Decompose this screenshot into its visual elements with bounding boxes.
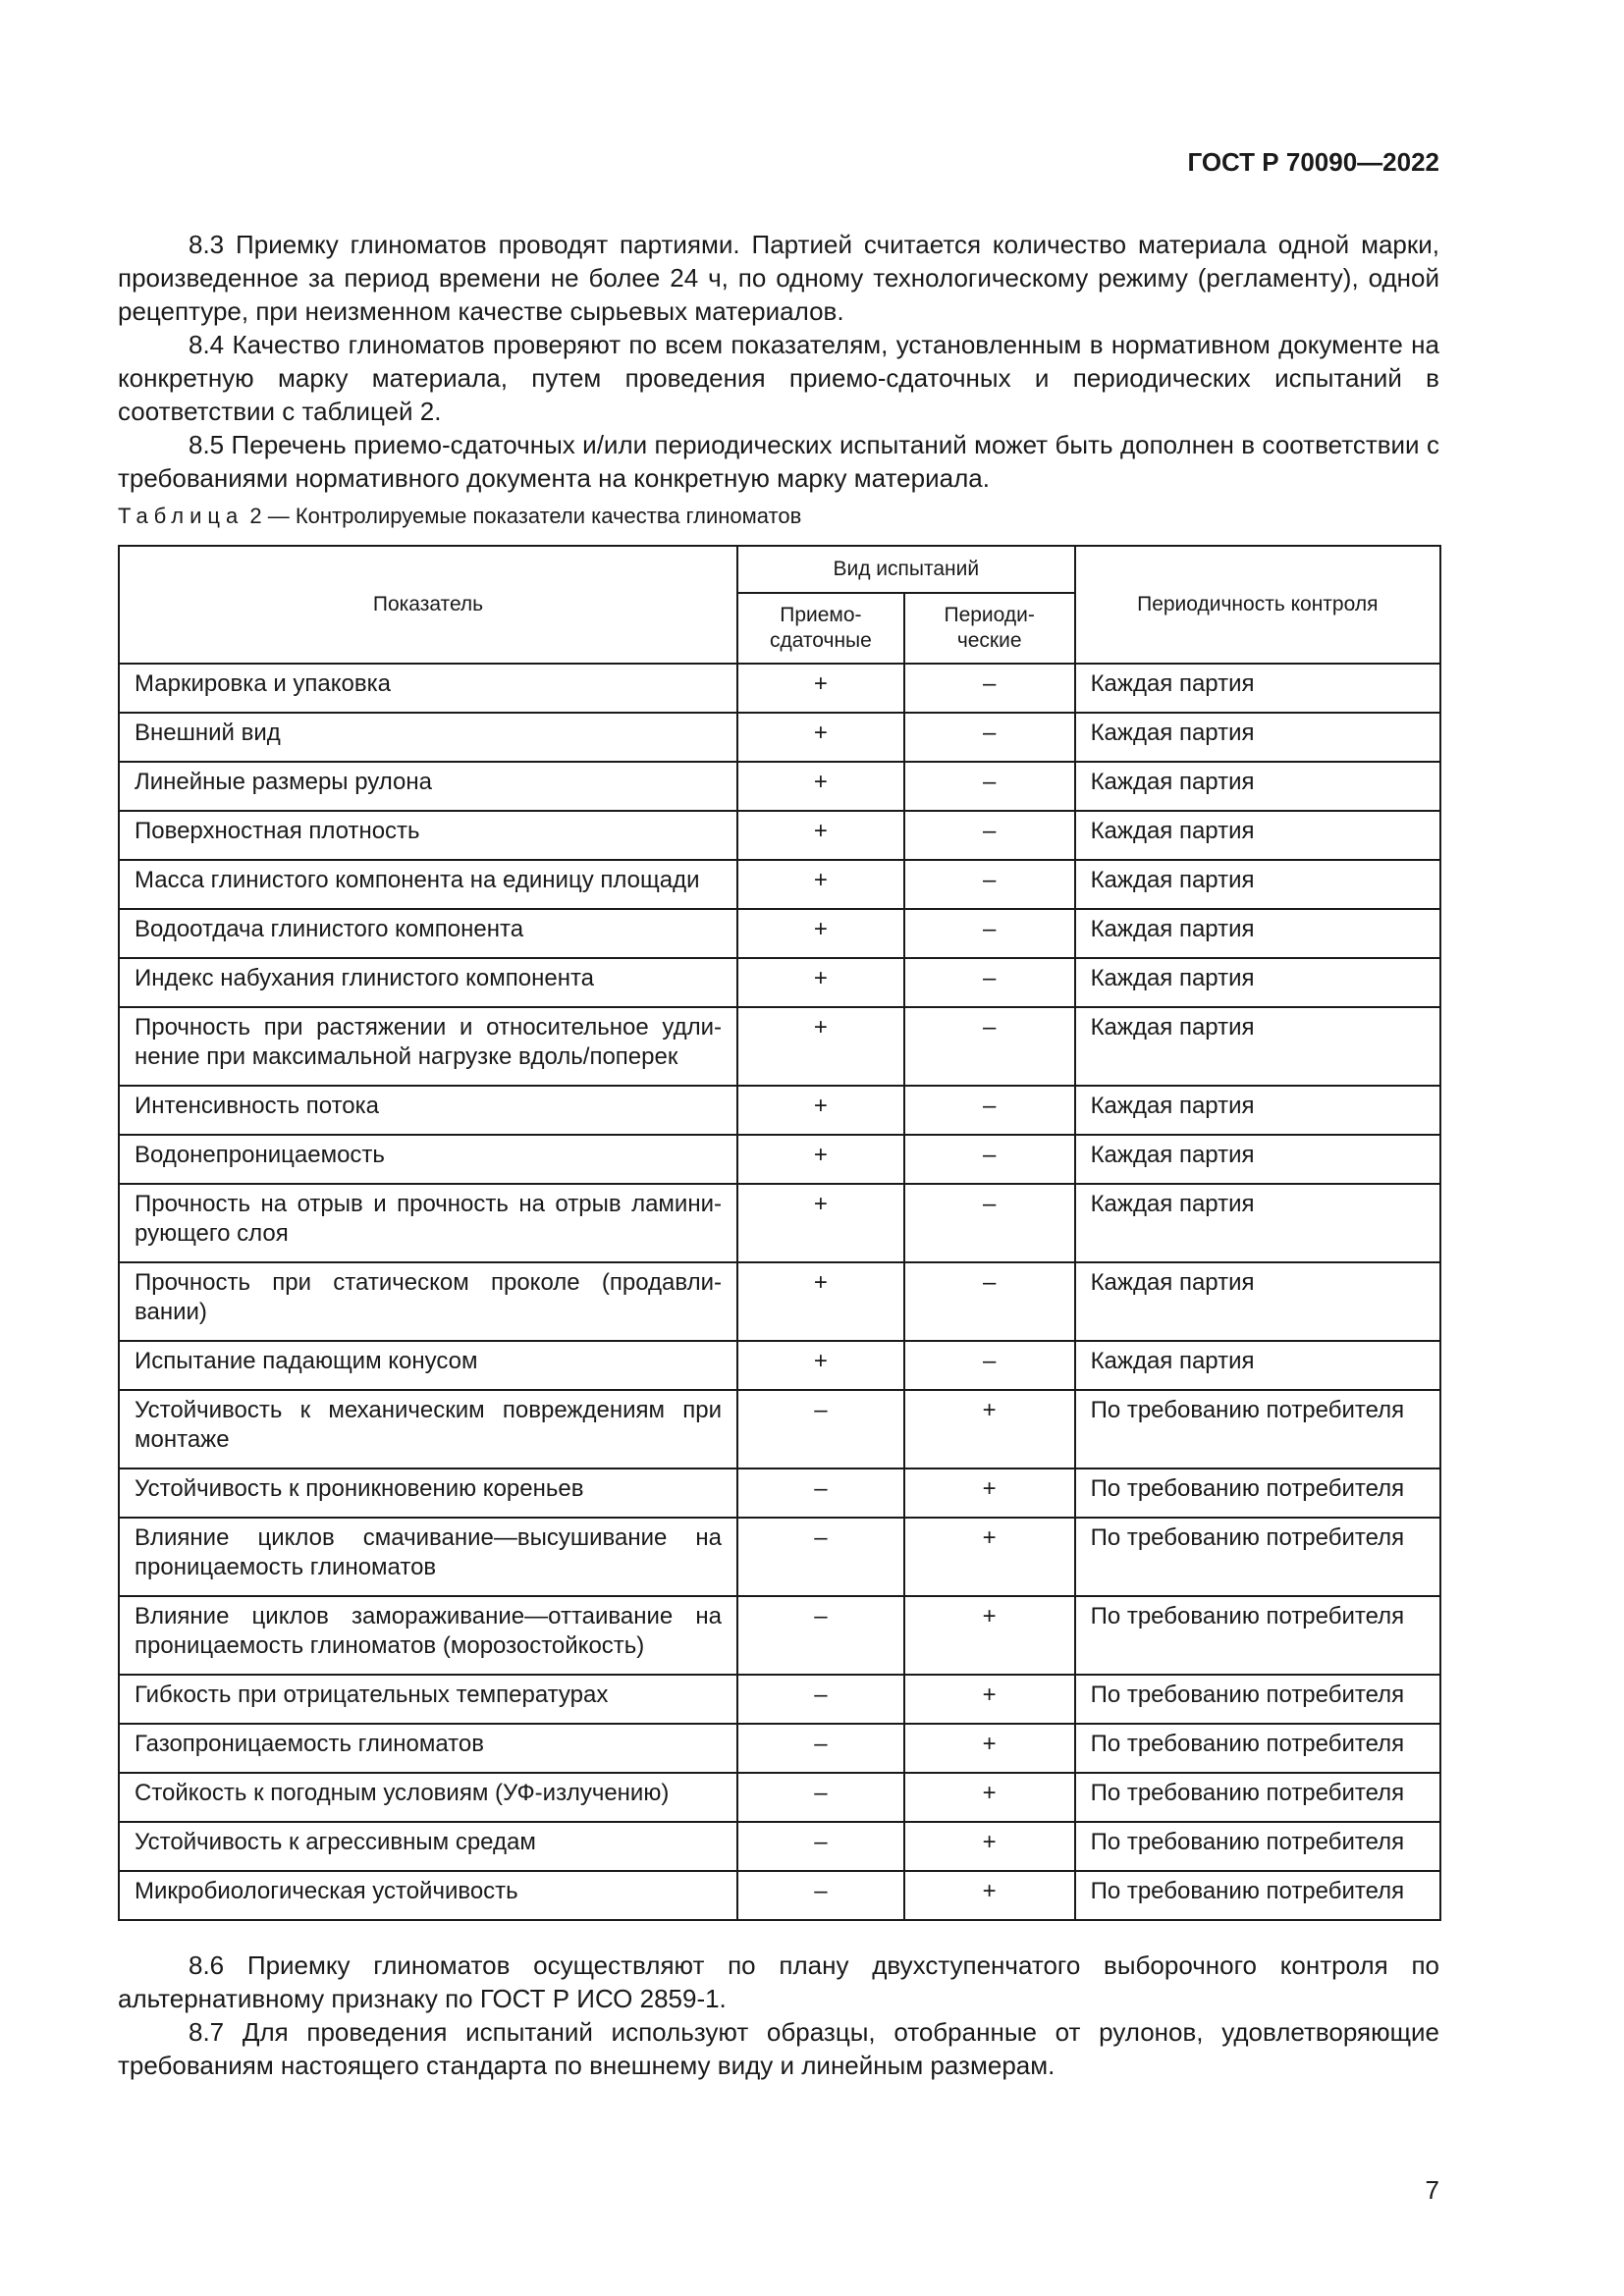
row-periodic-cell: + <box>904 1822 1075 1871</box>
row-frequency-cell: Каждая партия <box>1075 1341 1440 1390</box>
row-frequency-cell: Каждая партия <box>1075 664 1440 713</box>
paragraph-8-3: 8.3 Приемку глиноматов проводят партиями. Партией считается количество материала одной марки, произведенное за период времени не более 24 ч, по одному технологическому режиму (регламенту), одной рецептуре, при неизменном качестве сырьевых материалов. <box>118 230 1439 326</box>
table-caption-label: Таблица <box>118 504 244 528</box>
row-acceptance-cell: + <box>737 762 904 811</box>
table-row <box>119 1341 1440 1390</box>
row-acceptance-cell: + <box>737 909 904 958</box>
row-periodic-cell: + <box>904 1675 1075 1724</box>
table-row <box>119 1871 1440 1920</box>
row-frequency-cell: Каждая партия <box>1075 1135 1440 1184</box>
row-periodic-cell: – <box>904 1135 1075 1184</box>
row-periodic-cell: – <box>904 811 1075 860</box>
table-row <box>119 1518 1440 1596</box>
table-row <box>119 1390 1440 1468</box>
row-acceptance-cell: – <box>737 1596 904 1675</box>
row-periodic-cell: + <box>904 1724 1075 1773</box>
row-frequency-cell: По требованию потребителя <box>1075 1773 1440 1822</box>
header-acceptance: Приемо- сдаточные <box>737 593 904 664</box>
row-periodic-cell: – <box>904 713 1075 762</box>
row-periodic-cell: + <box>904 1390 1075 1468</box>
row-frequency-cell: Каждая партия <box>1075 860 1440 909</box>
row-acceptance-cell: + <box>737 664 904 713</box>
document-header: ГОСТ Р 70090—2022 <box>1187 147 1439 177</box>
row-frequency-cell: Каждая партия <box>1075 909 1440 958</box>
table-row <box>119 1773 1440 1822</box>
table-row <box>119 1596 1440 1675</box>
table-row <box>119 909 1440 958</box>
row-acceptance-cell: + <box>737 1086 904 1135</box>
row-periodic-cell: – <box>904 860 1075 909</box>
row-frequency-cell: По требованию потребителя <box>1075 1871 1440 1920</box>
row-frequency-cell: Каждая партия <box>1075 811 1440 860</box>
row-acceptance-cell: + <box>737 1007 904 1086</box>
row-periodic-cell: – <box>904 1184 1075 1262</box>
row-indicator-cell: Поверхностная плотность <box>119 811 737 860</box>
row-acceptance-cell: – <box>737 1871 904 1920</box>
row-indicator-cell: Влияние циклов замораживание—оттаивание на проницаемость глиноматов (морозостойкость) <box>119 1596 737 1675</box>
table-row <box>119 762 1440 811</box>
row-periodic-cell: – <box>904 762 1075 811</box>
quality-control-table <box>118 545 1441 1921</box>
paragraph-8-7: 8.7 Для проведения испытаний используют образцы, отобранные от рулонов, удовлетворяющие требованиям настоящего стандарта по внешнему виду и линейным размерам. <box>118 2017 1439 2080</box>
row-frequency-cell: По требованию потребителя <box>1075 1675 1440 1724</box>
page-number: 7 <box>1425 2175 1439 2205</box>
row-periodic-cell: + <box>904 1518 1075 1596</box>
row-acceptance-cell: + <box>737 1262 904 1341</box>
row-indicator-cell: Прочность при растяжении и относительное удли- нение при максимальной нагрузке вдоль/поперек <box>119 1007 737 1086</box>
row-periodic-cell: – <box>904 1086 1075 1135</box>
row-periodic-cell: – <box>904 664 1075 713</box>
row-frequency-cell: По требованию потребителя <box>1075 1822 1440 1871</box>
row-frequency-cell: По требованию потребителя <box>1075 1390 1440 1468</box>
header-indicator: Показатель <box>119 546 737 664</box>
row-acceptance-cell: + <box>737 811 904 860</box>
row-periodic-cell: – <box>904 909 1075 958</box>
table-row <box>119 1086 1440 1135</box>
row-periodic-cell: – <box>904 1007 1075 1086</box>
row-periodic-cell: + <box>904 1871 1075 1920</box>
row-frequency-cell: Каждая партия <box>1075 1086 1440 1135</box>
table-body <box>119 664 1440 1920</box>
row-indicator-cell: Гибкость при отрицательных температурах <box>119 1675 737 1724</box>
row-acceptance-cell: + <box>737 1184 904 1262</box>
row-indicator-cell: Индекс набухания глинистого компонента <box>119 958 737 1007</box>
row-indicator-cell: Внешний вид <box>119 713 737 762</box>
table-row <box>119 664 1440 713</box>
row-acceptance-cell: – <box>737 1675 904 1724</box>
row-indicator-cell: Стойкость к погодным условиям (УФ-излучению) <box>119 1773 737 1822</box>
row-indicator-cell: Устойчивость к агрессивным средам <box>119 1822 737 1871</box>
row-frequency-cell: Каждая партия <box>1075 1007 1440 1086</box>
table-row <box>119 860 1440 909</box>
row-indicator-cell: Устойчивость к проникновению кореньев <box>119 1468 737 1518</box>
table-row <box>119 1262 1440 1341</box>
row-acceptance-cell: – <box>737 1724 904 1773</box>
row-indicator-cell: Водонепроницаемость <box>119 1135 737 1184</box>
row-acceptance-cell: – <box>737 1518 904 1596</box>
row-acceptance-cell: + <box>737 1341 904 1390</box>
row-frequency-cell: Каждая партия <box>1075 1184 1440 1262</box>
row-indicator-cell: Интенсивность потока <box>119 1086 737 1135</box>
row-indicator-cell: Испытание падающим конусом <box>119 1341 737 1390</box>
table-row <box>119 1007 1440 1086</box>
table-row <box>119 1675 1440 1724</box>
row-acceptance-cell: – <box>737 1468 904 1518</box>
row-acceptance-cell: + <box>737 1135 904 1184</box>
row-indicator-cell: Влияние циклов смачивание—высушивание на проницаемость глиноматов <box>119 1518 737 1596</box>
row-frequency-cell: По требованию потребителя <box>1075 1518 1440 1596</box>
paragraph-8-6: 8.6 Приемку глиноматов осуществляют по плану двухступенчатого выборочного контроля по альтернативному признаку по ГОСТ Р ИСО 2859-1. <box>118 1950 1439 2013</box>
row-periodic-cell: + <box>904 1773 1075 1822</box>
row-periodic-cell: + <box>904 1596 1075 1675</box>
table-row <box>119 811 1440 860</box>
row-frequency-cell: Каждая партия <box>1075 958 1440 1007</box>
paragraph-8-4: 8.4 Качество глиноматов проверяют по всем показателям, установленным в нормативном документе на конкретную марку материала, путем проведения приемо-сдаточных и периодических испытаний в соответствии с таблицей 2. <box>118 330 1439 426</box>
row-indicator-cell: Масса глинистого компонента на единицу площади <box>119 860 737 909</box>
row-acceptance-cell: – <box>737 1390 904 1468</box>
paragraph-8-5: 8.5 Перечень приемо-сдаточных и/или периодических испытаний может быть дополнен в соответствии с требованиями нормативного документа на конкретную марку материала. <box>118 430 1439 493</box>
row-frequency-cell: Каждая партия <box>1075 762 1440 811</box>
table-caption <box>118 504 801 529</box>
row-indicator-cell: Газопроницаемость глиноматов <box>119 1724 737 1773</box>
row-acceptance-cell: – <box>737 1773 904 1822</box>
table-row <box>119 1724 1440 1773</box>
table-caption-text: 2 — Контролируемые показатели качества глиноматов <box>249 504 802 528</box>
table-row <box>119 1135 1440 1184</box>
row-indicator-cell: Прочность при статическом проколе (продавли- вании) <box>119 1262 737 1341</box>
row-indicator-cell: Маркировка и упаковка <box>119 664 737 713</box>
row-frequency-cell: Каждая партия <box>1075 1262 1440 1341</box>
table-row <box>119 713 1440 762</box>
row-frequency-cell: По требованию потребителя <box>1075 1596 1440 1675</box>
table-row <box>119 1184 1440 1262</box>
row-periodic-cell: + <box>904 1468 1075 1518</box>
row-acceptance-cell: + <box>737 860 904 909</box>
row-frequency-cell: По требованию потребителя <box>1075 1468 1440 1518</box>
table-row <box>119 1822 1440 1871</box>
row-acceptance-cell: – <box>737 1822 904 1871</box>
row-acceptance-cell: + <box>737 958 904 1007</box>
row-frequency-cell: По требованию потребителя <box>1075 1724 1440 1773</box>
header-frequency: Периодичность контроля <box>1075 546 1440 664</box>
header-periodic: Периоди- ческие <box>904 593 1075 664</box>
row-frequency-cell: Каждая партия <box>1075 713 1440 762</box>
row-indicator-cell: Водоотдача глинистого компонента <box>119 909 737 958</box>
row-indicator-cell: Микробиологическая устойчивость <box>119 1871 737 1920</box>
table-row <box>119 1468 1440 1518</box>
row-periodic-cell: – <box>904 1262 1075 1341</box>
row-indicator-cell: Линейные размеры рулона <box>119 762 737 811</box>
row-indicator-cell: Устойчивость к механическим повреждениям при монтаже <box>119 1390 737 1468</box>
row-periodic-cell: – <box>904 958 1075 1007</box>
row-indicator-cell: Прочность на отрыв и прочность на отрыв ламини- рующего слоя <box>119 1184 737 1262</box>
header-test-type: Вид испытаний <box>737 546 1075 593</box>
table-row <box>119 958 1440 1007</box>
row-acceptance-cell: + <box>737 713 904 762</box>
row-periodic-cell: – <box>904 1341 1075 1390</box>
